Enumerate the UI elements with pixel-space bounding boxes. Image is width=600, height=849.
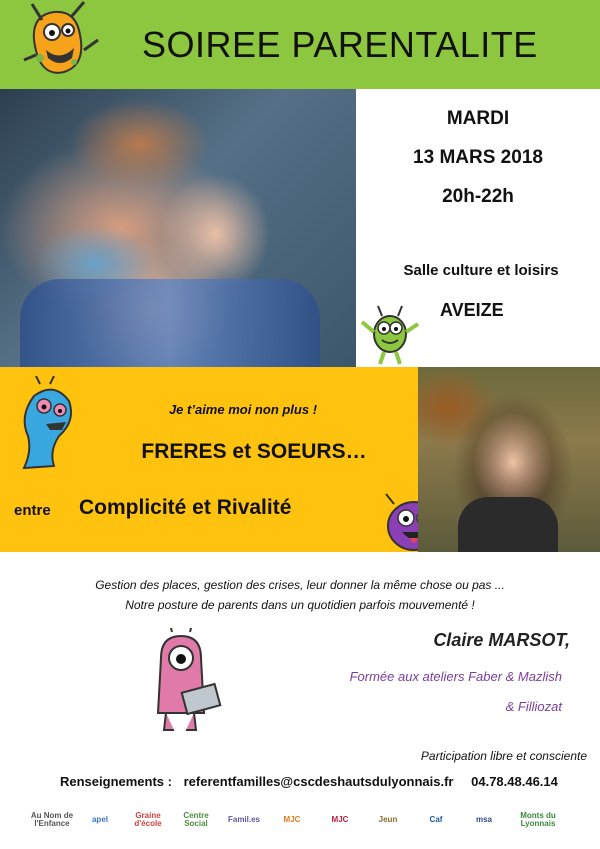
contact-phone: 04.78.48.46.14 <box>471 774 558 789</box>
mjc-logo: MJC <box>283 815 301 824</box>
msa-logo: msa <box>475 815 492 824</box>
boys-photo <box>0 89 356 367</box>
caf-logo: Caf <box>429 815 443 824</box>
jeun-logo: Jeun <box>378 815 398 824</box>
page-title: SOIREE PARENTALITE <box>142 24 538 65</box>
event-day: MARDI <box>446 108 510 129</box>
blue-monster-icon <box>14 376 84 476</box>
monts-du-lyonnais-logo: Monts du Lyonnais <box>520 811 556 828</box>
pink-monster-laptop-icon <box>136 628 226 738</box>
speaker-credential-2: & Filliozat <box>505 699 562 714</box>
centre-social-logo: Centre Social <box>183 811 209 828</box>
contact-label: Renseignements : <box>60 774 172 789</box>
mjc-script-logo: MJC <box>331 815 349 824</box>
description-line-2: Notre posture de parents dans un quotidien parfois mouvementé ! <box>125 598 475 612</box>
speaker-name: Claire MARSOT, <box>433 630 570 650</box>
tagline: Je t’aime moi non plus ! <box>168 402 318 417</box>
speaker-photo <box>418 367 600 552</box>
headline-line-2: Complicité et Rivalité <box>79 496 292 519</box>
description-line-1: Gestion des places, gestion des crises, leur donner la même chose ou pas ... <box>95 578 505 592</box>
graine-decole-logo: Graine d'école <box>134 811 162 828</box>
event-date: 13 MARS 2018 <box>413 147 543 168</box>
headline-line-2-prefix: entre <box>14 502 51 519</box>
event-time: 20h-22h <box>442 186 514 207</box>
event-city: AVEIZE <box>440 300 504 320</box>
speaker-credential-1: Formée aux ateliers Faber & Mazlish <box>349 669 562 684</box>
contact-line <box>60 774 600 789</box>
event-venue: Salle culture et loisirs <box>403 262 559 279</box>
au-nom-de-lenfance-logo: Au Nom de l'Enfance <box>30 811 74 828</box>
partner-logos <box>30 795 596 845</box>
familles-logo: Famil.es <box>227 815 260 824</box>
contact-email-link[interactable]: referentfamilles@cscdeshautsdulyonnais.fr <box>183 774 454 789</box>
green-monster-icon <box>360 304 420 366</box>
apel-logo: apel <box>91 815 108 824</box>
orange-monster-icon <box>14 0 104 85</box>
participation-note: Participation libre et consciente <box>420 749 587 763</box>
headline-line-1: FRERES et SOEURS… <box>141 440 367 463</box>
